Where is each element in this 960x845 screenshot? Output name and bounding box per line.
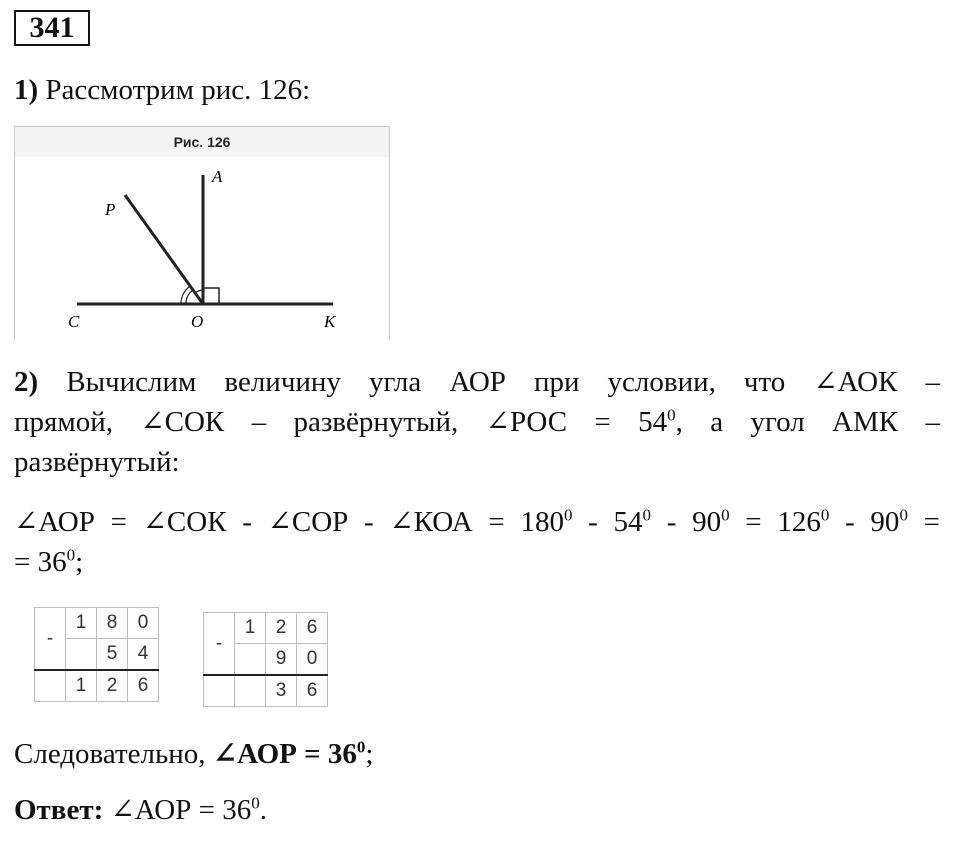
column-subtraction-2: - 1 2 6 9 0 3 6 bbox=[203, 612, 328, 707]
calc-line2: = $36^0$; bbox=[14, 545, 84, 578]
ray-op bbox=[125, 195, 203, 304]
label-c: C bbox=[68, 312, 80, 331]
angle-diagram bbox=[15, 157, 391, 340]
figure-126 bbox=[14, 126, 390, 340]
label-a: A bbox=[212, 167, 223, 186]
label-p: P bbox=[105, 200, 116, 219]
label-o: O bbox=[191, 312, 204, 331]
step2-line1: 2) Вычислим величину угла АОР при условии, что ∠АОК – bbox=[14, 366, 940, 398]
step2-number: 2) bbox=[14, 366, 39, 398]
answer: Ответ: ∠АОР = $36^0$. bbox=[14, 793, 267, 826]
step2 bbox=[14, 362, 940, 482]
step1-number: 1) bbox=[14, 74, 39, 106]
calc-line1: ∠АОР = ∠СОК - ∠СОР - ∠КОА = $180^0 - 54^0 - 90^0 = 126^0 - 90^0$ = bbox=[14, 505, 940, 538]
answer-label: Ответ: bbox=[14, 794, 104, 826]
right-angle-mark bbox=[203, 288, 219, 304]
conclusion-result: ∠АОР = $36^0$ bbox=[212, 737, 366, 770]
calculation bbox=[14, 502, 940, 582]
problem-number: 341 bbox=[14, 10, 90, 46]
label-k: K bbox=[324, 312, 336, 331]
minus-sign: - bbox=[204, 613, 235, 676]
step2-line3: развёрнутый: bbox=[14, 446, 180, 478]
conclusion: Следовательно, ∠АОР = $36^0$; bbox=[14, 737, 374, 770]
figure-drawing bbox=[15, 157, 389, 340]
figure-caption: Рис. 126 bbox=[15, 127, 389, 158]
minus-sign: - bbox=[35, 608, 66, 671]
column-subtraction-1: - 1 8 0 5 4 1 2 6 bbox=[34, 607, 159, 702]
angle-arc-inner bbox=[186, 290, 193, 304]
step1 bbox=[14, 70, 310, 110]
step2-line2: прямой, ∠СОК – развёрнутый, ∠РОС = $54^0$, а угол АМК – bbox=[14, 405, 940, 438]
step1-text: Рассмотрим рис. 126: bbox=[45, 74, 311, 106]
